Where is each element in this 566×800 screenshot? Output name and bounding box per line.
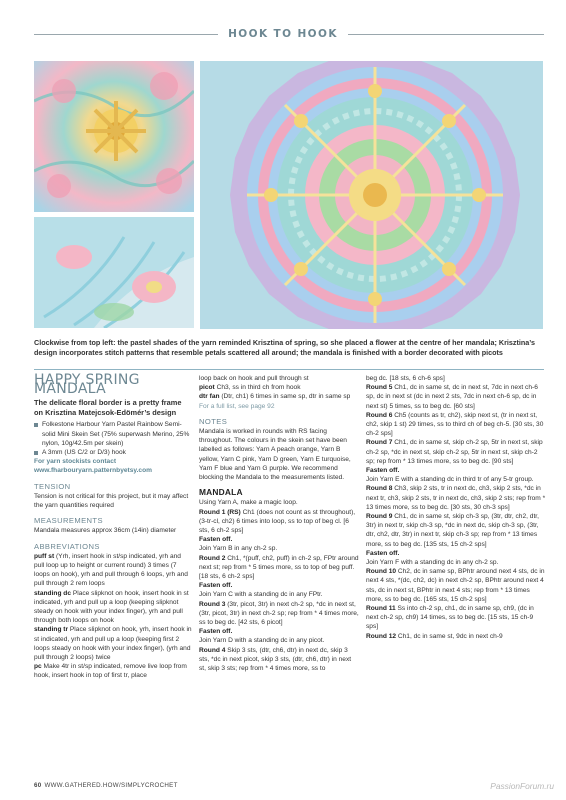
- abbreviation-term: dtr fan: [199, 393, 220, 401]
- round-label: Round 6: [366, 411, 393, 419]
- abbreviation-entry: [34, 589, 192, 626]
- abbreviation-term: standing dc: [34, 589, 71, 597]
- round-label: Round 8: [366, 485, 393, 493]
- fasten-off-label: Fasten off.: [199, 536, 233, 544]
- abbreviation-definition: Make 4tr in st/sp indicated, remove live loop from hook, insert hook in top of first tr, place: [34, 663, 187, 680]
- fasten-off: [199, 535, 359, 544]
- column-left: [34, 374, 192, 681]
- round-instructions: Ch5 (counts as tr, ch2), skip next st, (tr in next st, ch2, skip 1 st) 29 times, ss to third ch of beg ch-5. [30 sts, 30 ch-2 sps]: [366, 411, 544, 438]
- pattern-round: [366, 411, 546, 439]
- pattern-steps: [366, 374, 546, 641]
- pattern-instruction: Join Yarn C with a standing dc in any FPtr.: [199, 591, 323, 599]
- abbreviation-entry: [34, 552, 192, 589]
- fasten-off-label: Fasten off.: [199, 582, 233, 590]
- abbreviation-term: pc: [34, 663, 42, 671]
- page-number: 60: [34, 782, 42, 789]
- round-label: Round 2: [199, 554, 226, 562]
- round-label: Round 4: [199, 646, 226, 654]
- pattern-instruction: Join Yarn E with a standing dc in third tr of any 5-tr group.: [366, 476, 534, 484]
- stockists-label: For yarn stockists contact: [34, 458, 117, 466]
- section-title: HOOK TO HOOK: [228, 28, 338, 40]
- section-header: [0, 24, 566, 46]
- abbreviation-definition: (Dtr, ch1) 6 times in same sp, dtr in same sp: [219, 393, 351, 401]
- pattern-round: [366, 632, 546, 641]
- material-item: A 3mm (US C/2 or D/3) hook: [34, 448, 192, 457]
- pattern-round: [366, 567, 546, 604]
- pattern-instruction: Join Yarn F with a standing dc in any ch-2 sp.: [366, 559, 499, 567]
- caption-divider: [34, 369, 544, 370]
- project-intro: The delicate floral border is a pretty frame on Krisztina Matejcsok-Edömér’s design: [34, 398, 182, 418]
- pattern-steps: [199, 498, 359, 673]
- pattern-round: [199, 554, 359, 582]
- round-instructions: Ss into ch-2 sp, ch1, dc in same sp, ch9, (dc in next ch-2 sp, ch9) 14 times, ss to beg dc. [15 sts, 15 ch-9 sps]: [366, 605, 534, 631]
- round-label: Round 12: [366, 632, 397, 640]
- notes-text: Mandala is worked in rounds with RS facing throughout. The colours in the skein set have been labelled as follows: Yarn A peach orange, Yarn B yellow, Yarn C pink, Yarn D green, Yarn E turquoise, Yarn F blue and Yarn G purple. We recommend blocking the Mandala to the measurements listed.: [199, 428, 351, 482]
- pattern-round: [366, 604, 546, 632]
- pattern-instruction: Join Yarn D with a standing dc in any picot.: [199, 637, 325, 645]
- stockists-link[interactable]: www.fharbouryarn.patternbyetsy.com: [34, 467, 152, 475]
- abbreviation-term: puff st: [34, 552, 55, 560]
- notes-heading: NOTES: [199, 416, 228, 426]
- petal-stitches-closeup-photo: [34, 217, 194, 328]
- round-instructions: Ch1, dc in same st, skip ch-3 sp, (3tr, dtr, ch2, dtr, 3tr) in next tr, skip ch-3 sp, *dc in next dc, skip ch-3 sp, (3tr, dtr, ch2, dtr, 3tr) in next tr, skip ch-3 sp; rep from * 13 times more, ss to beg dc. [135 sts, 15 ch-2 sps]: [366, 513, 539, 548]
- header-rule-right: [348, 34, 544, 35]
- fasten-off-label: Fasten off.: [366, 467, 400, 475]
- round-label: Round 10: [366, 568, 397, 576]
- tension-text: Tension is not critical for this project, but it may affect the yarn quantities required: [34, 492, 189, 510]
- round-instructions: Ch1, dc in same st, skip ch-2 sp, 5tr in next st, skip ch-2 sp, *dc in next st, skip ch-2 sp, 5tr in next st, skip ch-2 sp; rep from * 13 times more, ss to beg dc. [90 sts]: [366, 439, 543, 465]
- fasten-off: [199, 581, 359, 590]
- round-instructions: Ch3, skip 2 sts, tr in next dc, ch3, skip 2 sts, *dc in next tr, ch3, skip 2 sts, tr in next dc, ch3, skip 2 sts; rep from * 13 times more, ss to beg dc. [30 sts, 30 ch-3 sps]: [366, 485, 546, 511]
- abbreviation-definition: Ch3, ss in third ch from hook: [214, 384, 301, 392]
- photo-caption: Clockwise from top left: the pastel shades of the yarn reminded Krisztina of spring, so she placed a flower at the centre of her mandala; Krisztina’s design incorporates stitch patterns that resemble petals scattered all around; the mandala is finished with a border decorated with picots: [34, 338, 535, 357]
- measurements-text: Mandala measures approx 36cm (14in) diameter: [34, 527, 177, 535]
- round-label: Round 9: [366, 513, 393, 521]
- column-right: [366, 374, 546, 641]
- abbreviation-definition: Place slipknot on hook, insert hook in st indicated, yrh and pull up a loop (keeping slipknot steady on hook with your index finger), yrh and pull through both loops on hook: [34, 589, 189, 625]
- fasten-off: [366, 466, 546, 475]
- round-label: Round 5: [366, 384, 393, 392]
- round-instructions: Ch1, dc in same st, dc in next st, 7dc in next ch-6 sp, dc in next st (dc in next 2 sts, 7dc in next ch-6 sp, dc in next st) 5 times, ss to beg dc. [60 sts]: [366, 384, 538, 410]
- abbreviation-entry: [34, 662, 192, 680]
- abbreviations-heading: ABBREVIATIONS: [34, 541, 100, 551]
- pattern-round: [366, 484, 546, 512]
- pattern-round: [366, 512, 546, 549]
- finished-mandala-photo: [200, 61, 543, 329]
- round-instructions: Skip 3 sts, (dtr, ch6, dtr) in next dc, skip 3 sts, *dc in next picot, skip 3 sts, (dtr, ch6, dtr) in next st, skip 3 sts; rep from * 4 times more, ss to: [199, 646, 352, 673]
- pattern-round: [199, 600, 359, 628]
- pattern-round: [366, 438, 546, 466]
- round-instructions: Ch1 (does not count as st throughout), (3-tr-cl, ch2) 6 times into loop, ss to top of beg cl. [6 sts, 6 ch-2 sps]: [199, 508, 356, 535]
- fasten-off-label: Fasten off.: [366, 549, 400, 557]
- round-instructions: Ch1, dc in same st, 9dc in next ch-9: [396, 632, 503, 640]
- abbreviation-entry: [34, 625, 192, 662]
- round-label: Round 3: [199, 600, 226, 608]
- round-instructions: Ch2, dc in same sp, BPhtr around next 4 sts, dc in next 4 sts, *(dc, ch2, dc) in next ch-2 sp, BPhtr around next 4 sts, dc in next st, BPhtr in next 4 sts; rep from * 13 times more, ss to beg dc. [165 sts, 15 ch-2 sps]: [366, 568, 545, 603]
- pattern-instruction: beg dc. [18 sts, 6 ch-6 sps]: [366, 375, 445, 382]
- full-list-reference: For a full list, see page 92: [199, 402, 275, 410]
- fasten-off: [199, 627, 359, 636]
- abbreviation-definition: (Yrh, insert hook in st/sp indicated, yrh and pull loop up to height or current round) 3 times (7 loops on hook), yrh and pull through 6 loops, yrh and pull through 2 rem loops: [34, 552, 188, 588]
- abbreviation-definition: Place slipknot on hook, yrh, insert hook in st indicated, yrh and pull up a loop (keeping first 2 loops steady on hook with your index finger), (yrh and pull through 2 loops) twice: [34, 626, 192, 662]
- abbreviation-entry: [199, 392, 359, 401]
- project-title: HAPPY SPRING MANDALA: [34, 372, 140, 398]
- footer-url: WWW.GATHERED.HOW/SIMPLYCROCHET: [44, 782, 178, 789]
- round-instructions: Ch1, *(puff, ch2, puff) in ch-2 sp, FPtr around next st; rep from * 5 times more, ss to top of beg puff. [18 sts, 6 ch-2 sps]: [199, 554, 359, 581]
- pattern-round: [199, 646, 359, 674]
- tension-heading: TENSION: [34, 481, 71, 491]
- round-instructions: (3tr, picot, 3tr) in next ch-2 sp, *dc in next st, (3tr, picot, 3tr) in next ch-2 sp; rep from * 4 times more, ss to beg dc. [42 sts, 6 picot]: [199, 600, 359, 627]
- measurements-heading: MEASUREMENTS: [34, 516, 103, 526]
- material-item: Folkestone Harbour Yarn Pastel Rainbow Semi-solid Mini Skein Set (75% superwash Merino, 25% nylon, 10g/42.5m per skein): [34, 420, 192, 448]
- round-label: Round 11: [366, 605, 396, 613]
- fasten-off-label: Fasten off.: [199, 628, 233, 636]
- abbreviation-term: standing tr: [34, 626, 69, 634]
- pattern-heading: MANDALA: [199, 487, 243, 498]
- watermark: PassionForum.ru: [490, 781, 554, 791]
- column-middle: [199, 374, 359, 673]
- round-label: Round 1 (RS): [199, 508, 241, 516]
- abbreviation-continued: loop back on hook and pull through st: [199, 375, 309, 382]
- fasten-off: [366, 549, 546, 558]
- pattern-instruction: Join Yarn B in any ch-2 sp.: [199, 545, 278, 553]
- pattern-instruction: Using Yarn A, make a magic loop.: [199, 499, 298, 507]
- abbreviation-term: picot: [199, 384, 215, 392]
- page-footer: [34, 782, 178, 789]
- pattern-round: [199, 508, 359, 536]
- flower-centre-closeup-photo: [34, 61, 194, 212]
- pattern-round: [366, 383, 546, 411]
- abbreviation-entry: [199, 383, 359, 392]
- round-label: Round 7: [366, 439, 393, 447]
